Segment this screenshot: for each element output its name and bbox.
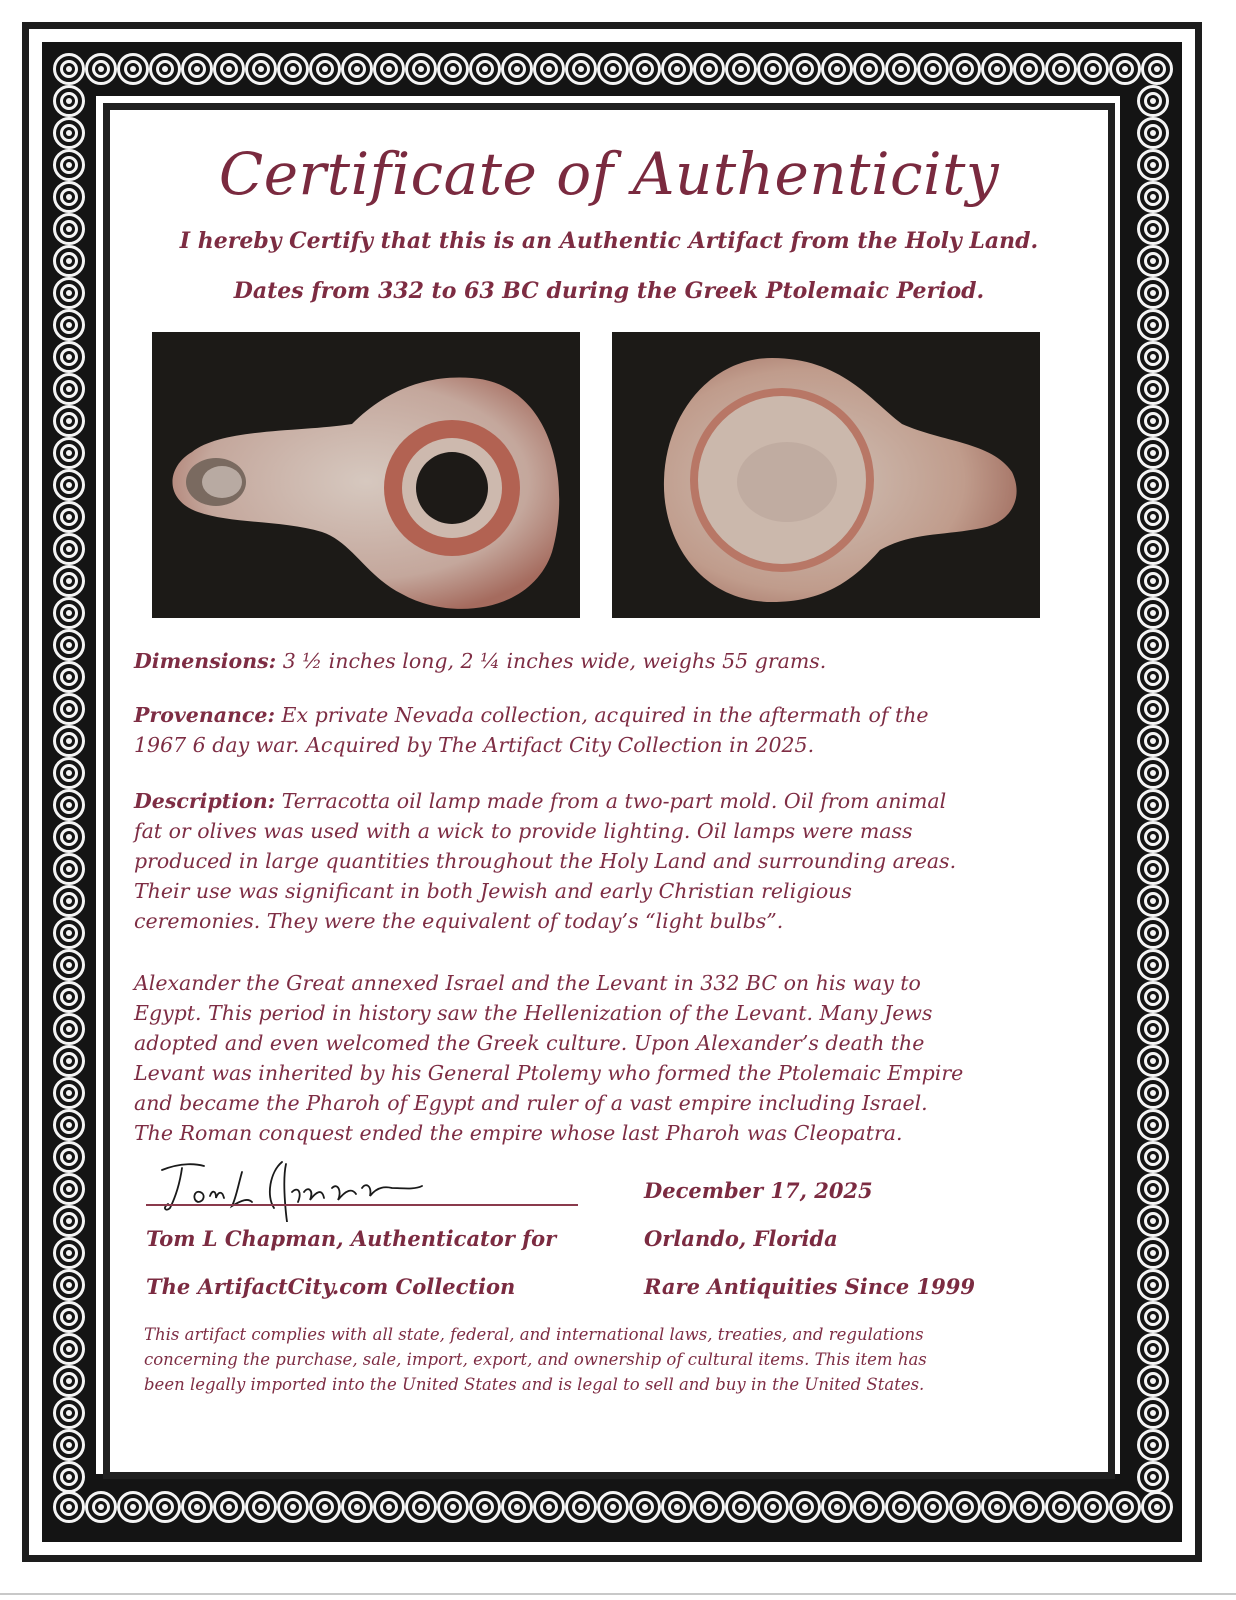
concentric-ring-icon <box>1137 405 1169 437</box>
page-edge-line <box>0 1593 1236 1595</box>
concentric-ring-icon <box>149 53 181 85</box>
dimensions-section <box>134 646 1084 676</box>
concentric-ring-icon <box>53 1397 85 1429</box>
dating-statement: Dates from 332 to 63 BC during the Greek Ptolemaic Period. <box>233 278 985 304</box>
concentric-ring-icon <box>53 1429 85 1461</box>
concentric-ring-icon <box>85 53 117 85</box>
concentric-ring-icon <box>53 1301 85 1333</box>
concentric-ring-icon <box>85 1491 117 1523</box>
concentric-ring-icon <box>789 1491 821 1523</box>
concentric-ring-icon <box>981 1491 1013 1523</box>
concentric-ring-icon <box>533 1491 565 1523</box>
concentric-ring-icon <box>53 1109 85 1141</box>
concentric-ring-icon <box>565 53 597 85</box>
legal-line: been legally imported into the United States and is legal to sell and buy in the United States. <box>144 1375 925 1394</box>
concentric-ring-icon <box>53 725 85 757</box>
concentric-ring-icon <box>469 53 501 85</box>
concentric-ring-icon <box>1137 277 1169 309</box>
concentric-ring-icon <box>1137 629 1169 661</box>
concentric-ring-icon <box>245 53 277 85</box>
concentric-ring-icon <box>1137 725 1169 757</box>
concentric-ring-icon <box>53 405 85 437</box>
concentric-ring-icon <box>341 53 373 85</box>
concentric-ring-icon <box>1137 1397 1169 1429</box>
concentric-ring-icon <box>437 53 469 85</box>
concentric-ring-icon <box>309 1491 341 1523</box>
provenance-line: 1967 6 day war. Acquired by The Artifact City Collection in 2025. <box>134 733 815 757</box>
ring-border-top <box>53 53 1173 85</box>
provenance-line: Ex private Nevada collection, acquired in the aftermath of the <box>275 703 929 727</box>
concentric-ring-icon <box>661 1491 693 1523</box>
ring-border-left <box>53 85 85 1493</box>
concentric-ring-icon <box>53 117 85 149</box>
concentric-ring-icon <box>853 53 885 85</box>
signer-name: Tom L Chapman, Authenticator for <box>146 1226 557 1251</box>
concentric-ring-icon <box>853 1491 885 1523</box>
concentric-ring-icon <box>213 1491 245 1523</box>
concentric-ring-icon <box>1137 565 1169 597</box>
description-line: produced in large quantities throughout the Holy Land and surrounding areas. <box>134 849 957 873</box>
concentric-ring-icon <box>53 1491 85 1523</box>
concentric-ring-icon <box>629 53 661 85</box>
concentric-ring-icon <box>1137 1301 1169 1333</box>
concentric-ring-icon <box>1137 885 1169 917</box>
concentric-ring-icon <box>53 949 85 981</box>
concentric-ring-icon <box>149 1491 181 1523</box>
concentric-ring-icon <box>1137 917 1169 949</box>
concentric-ring-icon <box>53 1173 85 1205</box>
concentric-ring-icon <box>1137 437 1169 469</box>
artifact-photo-bottom <box>612 332 1040 618</box>
concentric-ring-icon <box>277 53 309 85</box>
history-line: adopted and even welcomed the Greek culture. Upon Alexander’s death the <box>134 1031 925 1055</box>
description-line: fat or olives was used with a wick to provide lighting. Oil lamps were mass <box>134 819 913 843</box>
issue-location: Orlando, Florida <box>644 1226 838 1251</box>
concentric-ring-icon <box>53 149 85 181</box>
concentric-ring-icon <box>1137 661 1169 693</box>
concentric-ring-icon <box>1137 117 1169 149</box>
history-line: Levant was inherited by his General Ptolemy who formed the Ptolemaic Empire <box>134 1061 964 1085</box>
concentric-ring-icon <box>693 53 725 85</box>
concentric-ring-icon <box>949 1491 981 1523</box>
legal-compliance-notice <box>144 1322 1074 1397</box>
concentric-ring-icon <box>53 469 85 501</box>
concentric-ring-icon <box>1137 1109 1169 1141</box>
concentric-ring-icon <box>53 917 85 949</box>
concentric-ring-icon <box>117 53 149 85</box>
oil-lamp-top-image <box>152 332 580 618</box>
concentric-ring-icon <box>53 1013 85 1045</box>
history-line: The Roman conquest ended the empire whose last Pharoh was Cleopatra. <box>134 1121 903 1145</box>
concentric-ring-icon <box>789 53 821 85</box>
concentric-ring-icon <box>501 53 533 85</box>
legal-line: This artifact complies with all state, federal, and international laws, treaties, and regulations <box>144 1325 924 1344</box>
concentric-ring-icon <box>1137 309 1169 341</box>
concentric-ring-icon <box>1109 53 1141 85</box>
certify-statement: I hereby Certify that this is an Authentic Artifact from the Holy Land. <box>179 228 1039 254</box>
concentric-ring-icon <box>181 53 213 85</box>
concentric-ring-icon <box>469 1491 501 1523</box>
concentric-ring-icon <box>1141 1491 1173 1523</box>
concentric-ring-icon <box>981 53 1013 85</box>
concentric-ring-icon <box>373 53 405 85</box>
concentric-ring-icon <box>53 1045 85 1077</box>
concentric-ring-icon <box>53 1141 85 1173</box>
concentric-ring-icon <box>437 1491 469 1523</box>
concentric-ring-icon <box>1137 1365 1169 1397</box>
concentric-ring-icon <box>53 1205 85 1237</box>
concentric-ring-icon <box>1137 85 1169 117</box>
concentric-ring-icon <box>1137 1237 1169 1269</box>
concentric-ring-icon <box>1137 501 1169 533</box>
concentric-ring-icon <box>1141 53 1173 85</box>
concentric-ring-icon <box>405 1491 437 1523</box>
concentric-ring-icon <box>1077 1491 1109 1523</box>
concentric-ring-icon <box>1137 853 1169 885</box>
concentric-ring-icon <box>53 533 85 565</box>
concentric-ring-icon <box>1045 1491 1077 1523</box>
issue-date: December 17, 2025 <box>644 1178 873 1203</box>
concentric-ring-icon <box>181 1491 213 1523</box>
ring-border-bottom <box>53 1491 1173 1523</box>
concentric-ring-icon <box>1109 1491 1141 1523</box>
concentric-ring-icon <box>213 53 245 85</box>
concentric-ring-icon <box>1137 533 1169 565</box>
concentric-ring-icon <box>1137 149 1169 181</box>
history-line: Alexander the Great annexed Israel and the Levant in 332 BC on his way to <box>134 971 921 995</box>
concentric-ring-icon <box>1077 53 1109 85</box>
concentric-ring-icon <box>949 53 981 85</box>
concentric-ring-icon <box>725 1491 757 1523</box>
provenance-label: Provenance: <box>134 703 276 727</box>
concentric-ring-icon <box>501 1491 533 1523</box>
concentric-ring-icon <box>53 1365 85 1397</box>
legal-line: concerning the purchase, sale, import, export, and ownership of cultural items. This item has <box>144 1350 927 1369</box>
artifact-photo-top <box>152 332 580 618</box>
concentric-ring-icon <box>53 981 85 1013</box>
concentric-ring-icon <box>53 213 85 245</box>
concentric-ring-icon <box>1137 693 1169 725</box>
description-label: Description: <box>134 789 276 813</box>
concentric-ring-icon <box>53 597 85 629</box>
concentric-ring-icon <box>53 565 85 597</box>
concentric-ring-icon <box>597 53 629 85</box>
concentric-ring-icon <box>1045 53 1077 85</box>
concentric-ring-icon <box>53 277 85 309</box>
description-line: ceremonies. They were the equivalent of today’s “light bulbs”. <box>134 909 784 933</box>
certificate-body <box>118 118 1100 1464</box>
concentric-ring-icon <box>1137 245 1169 277</box>
concentric-ring-icon <box>53 341 85 373</box>
oil-lamp-bottom-image <box>612 332 1040 618</box>
history-section <box>134 968 1084 1148</box>
concentric-ring-icon <box>1013 53 1045 85</box>
concentric-ring-icon <box>53 789 85 821</box>
concentric-ring-icon <box>885 1491 917 1523</box>
concentric-ring-icon <box>1137 821 1169 853</box>
concentric-ring-icon <box>1137 1013 1169 1045</box>
concentric-ring-icon <box>533 53 565 85</box>
concentric-ring-icon <box>597 1491 629 1523</box>
signer-organization: The ArtifactCity.com Collection <box>146 1274 516 1299</box>
concentric-ring-icon <box>53 661 85 693</box>
concentric-ring-icon <box>821 53 853 85</box>
concentric-ring-icon <box>53 1461 85 1493</box>
concentric-ring-icon <box>693 1491 725 1523</box>
concentric-ring-icon <box>53 629 85 661</box>
history-line: Egypt. This period in history saw the Hellenization of the Levant. Many Jews <box>134 1001 933 1025</box>
concentric-ring-icon <box>53 1077 85 1109</box>
concentric-ring-icon <box>53 1333 85 1365</box>
provenance-section <box>134 700 1084 760</box>
concentric-ring-icon <box>53 693 85 725</box>
concentric-ring-icon <box>53 501 85 533</box>
description-line: Terracotta oil lamp made from a two-part mold. Oil from animal <box>275 789 947 813</box>
concentric-ring-icon <box>53 85 85 117</box>
description-line: Their use was significant in both Jewish and early Christian religious <box>134 879 852 903</box>
dimensions-label: Dimensions: <box>134 649 277 673</box>
concentric-ring-icon <box>1137 597 1169 629</box>
concentric-ring-icon <box>53 1269 85 1301</box>
concentric-ring-icon <box>661 53 693 85</box>
concentric-ring-icon <box>821 1491 853 1523</box>
concentric-ring-icon <box>245 1491 277 1523</box>
concentric-ring-icon <box>1137 1269 1169 1301</box>
concentric-ring-icon <box>1137 789 1169 821</box>
concentric-ring-icon <box>1137 373 1169 405</box>
concentric-ring-icon <box>757 53 789 85</box>
concentric-ring-icon <box>53 245 85 277</box>
concentric-ring-icon <box>373 1491 405 1523</box>
concentric-ring-icon <box>277 1491 309 1523</box>
concentric-ring-icon <box>1137 1173 1169 1205</box>
concentric-ring-icon <box>1137 1141 1169 1173</box>
concentric-ring-icon <box>565 1491 597 1523</box>
concentric-ring-icon <box>757 1491 789 1523</box>
concentric-ring-icon <box>53 885 85 917</box>
concentric-ring-icon <box>53 821 85 853</box>
concentric-ring-icon <box>1137 949 1169 981</box>
concentric-ring-icon <box>1137 981 1169 1013</box>
concentric-ring-icon <box>53 53 85 85</box>
concentric-ring-icon <box>405 53 437 85</box>
concentric-ring-icon <box>1137 1333 1169 1365</box>
certificate-title: Certificate of Authenticity <box>218 140 1000 208</box>
concentric-ring-icon <box>1137 1461 1169 1493</box>
ring-border-right <box>1137 85 1169 1493</box>
concentric-ring-icon <box>885 53 917 85</box>
concentric-ring-icon <box>53 373 85 405</box>
concentric-ring-icon <box>1137 213 1169 245</box>
concentric-ring-icon <box>341 1491 373 1523</box>
history-line: and became the Pharoh of Egypt and ruler of a vast empire including Israel. <box>134 1091 928 1115</box>
concentric-ring-icon <box>1137 341 1169 373</box>
concentric-ring-icon <box>1137 1205 1169 1237</box>
concentric-ring-icon <box>1137 757 1169 789</box>
concentric-ring-icon <box>629 1491 661 1523</box>
concentric-ring-icon <box>53 757 85 789</box>
concentric-ring-icon <box>1137 469 1169 501</box>
concentric-ring-icon <box>53 181 85 213</box>
description-section <box>134 786 1084 936</box>
concentric-ring-icon <box>309 53 341 85</box>
concentric-ring-icon <box>1137 1077 1169 1109</box>
concentric-ring-icon <box>917 53 949 85</box>
concentric-ring-icon <box>117 1491 149 1523</box>
concentric-ring-icon <box>1013 1491 1045 1523</box>
concentric-ring-icon <box>53 437 85 469</box>
concentric-ring-icon <box>917 1491 949 1523</box>
concentric-ring-icon <box>53 309 85 341</box>
concentric-ring-icon <box>1137 1429 1169 1461</box>
dimensions-text: 3 ½ inches long, 2 ¼ inches wide, weighs 55 grams. <box>276 649 827 673</box>
concentric-ring-icon <box>53 853 85 885</box>
concentric-ring-icon <box>1137 181 1169 213</box>
concentric-ring-icon <box>53 1237 85 1269</box>
company-tagline: Rare Antiquities Since 1999 <box>644 1274 975 1299</box>
concentric-ring-icon <box>1137 1045 1169 1077</box>
signature-line <box>146 1204 578 1206</box>
handwritten-signature <box>152 1152 462 1222</box>
concentric-ring-icon <box>725 53 757 85</box>
